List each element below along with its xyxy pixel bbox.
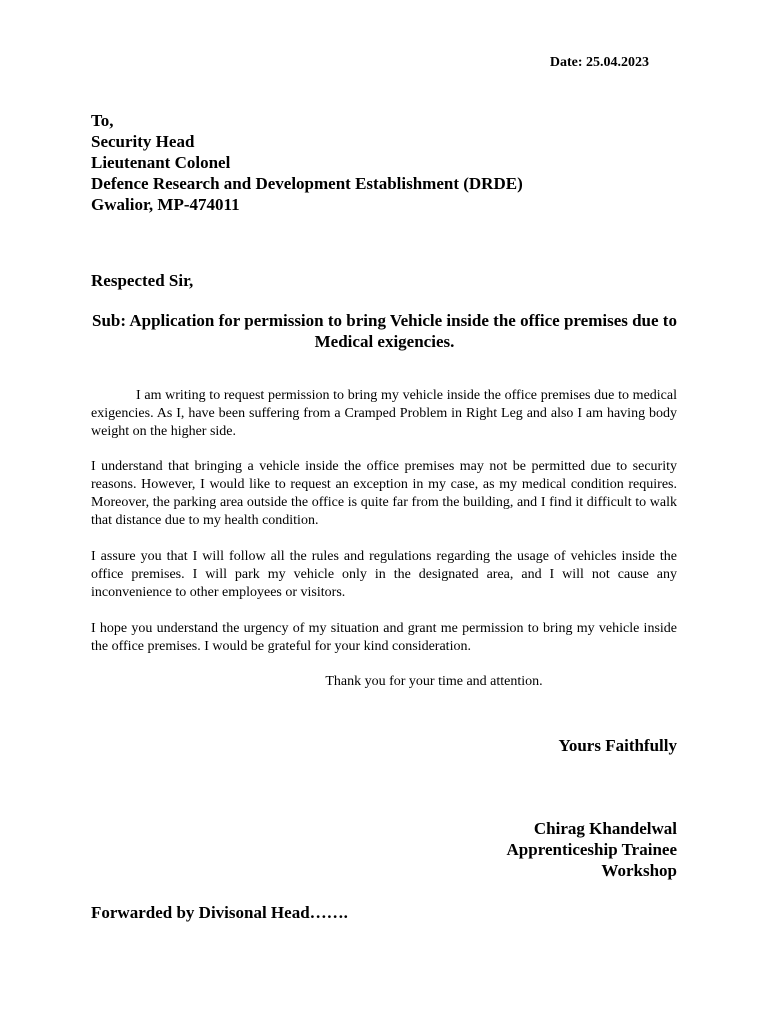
body-paragraph-3: I assure you that I will follow all the rules and regulations regarding the usage of vehicles inside the office premises. I will park my vehicle only in the designated area, and I will not cause any inconvenience to other employees or visitors. bbox=[91, 549, 677, 600]
thanks-line: Thank you for your time and attention. bbox=[325, 674, 543, 689]
body-paragraph-2: I understand that bringing a vehicle inside the office premises may not be permitted due to security reasons. However, I would like to request an exception in my case, as my medical condition requires. Moreover, the parking area outside the office is quite far from the building, and I find it difficult to walk that distance due to my health condition. bbox=[91, 459, 677, 528]
recipient-location: Gwalior, MP-474011 bbox=[91, 195, 240, 214]
body-paragraph-4: I hope you understand the urgency of my situation and grant me permission to bring my vehicle inside the office premises. I would be grateful for your kind consideration. bbox=[91, 621, 677, 654]
recipient-title: Security Head bbox=[91, 132, 195, 151]
forwarded-line: Forwarded by Divisonal Head……. bbox=[91, 903, 348, 922]
signature-block bbox=[507, 818, 677, 881]
salutation: Respected Sir, bbox=[91, 271, 194, 290]
recipient-address bbox=[91, 110, 523, 215]
recipient-to: To, bbox=[91, 111, 114, 130]
letter-date: Date: 25.04.2023 bbox=[549, 55, 649, 70]
signature-name: Chirag Khandelwal bbox=[533, 819, 677, 838]
body-paragraph-1: I am writing to request permission to bring my vehicle inside the office premises due to medical exigencies. As I, have been suffering from a Cramped Problem in Right Leg and also I am having body weight on the higher side. bbox=[91, 388, 677, 439]
recipient-rank: Lieutenant Colonel bbox=[91, 153, 231, 172]
subject-line: Sub: Application for permission to bring Vehicle inside the office premises due to Medical exigencies. bbox=[92, 311, 677, 351]
signature-designation: Apprenticeship Trainee bbox=[506, 840, 677, 859]
signature-department: Workshop bbox=[601, 861, 677, 880]
recipient-organization: Defence Research and Development Establishment (DRDE) bbox=[91, 174, 523, 193]
closing: Yours Faithfully bbox=[558, 736, 677, 755]
